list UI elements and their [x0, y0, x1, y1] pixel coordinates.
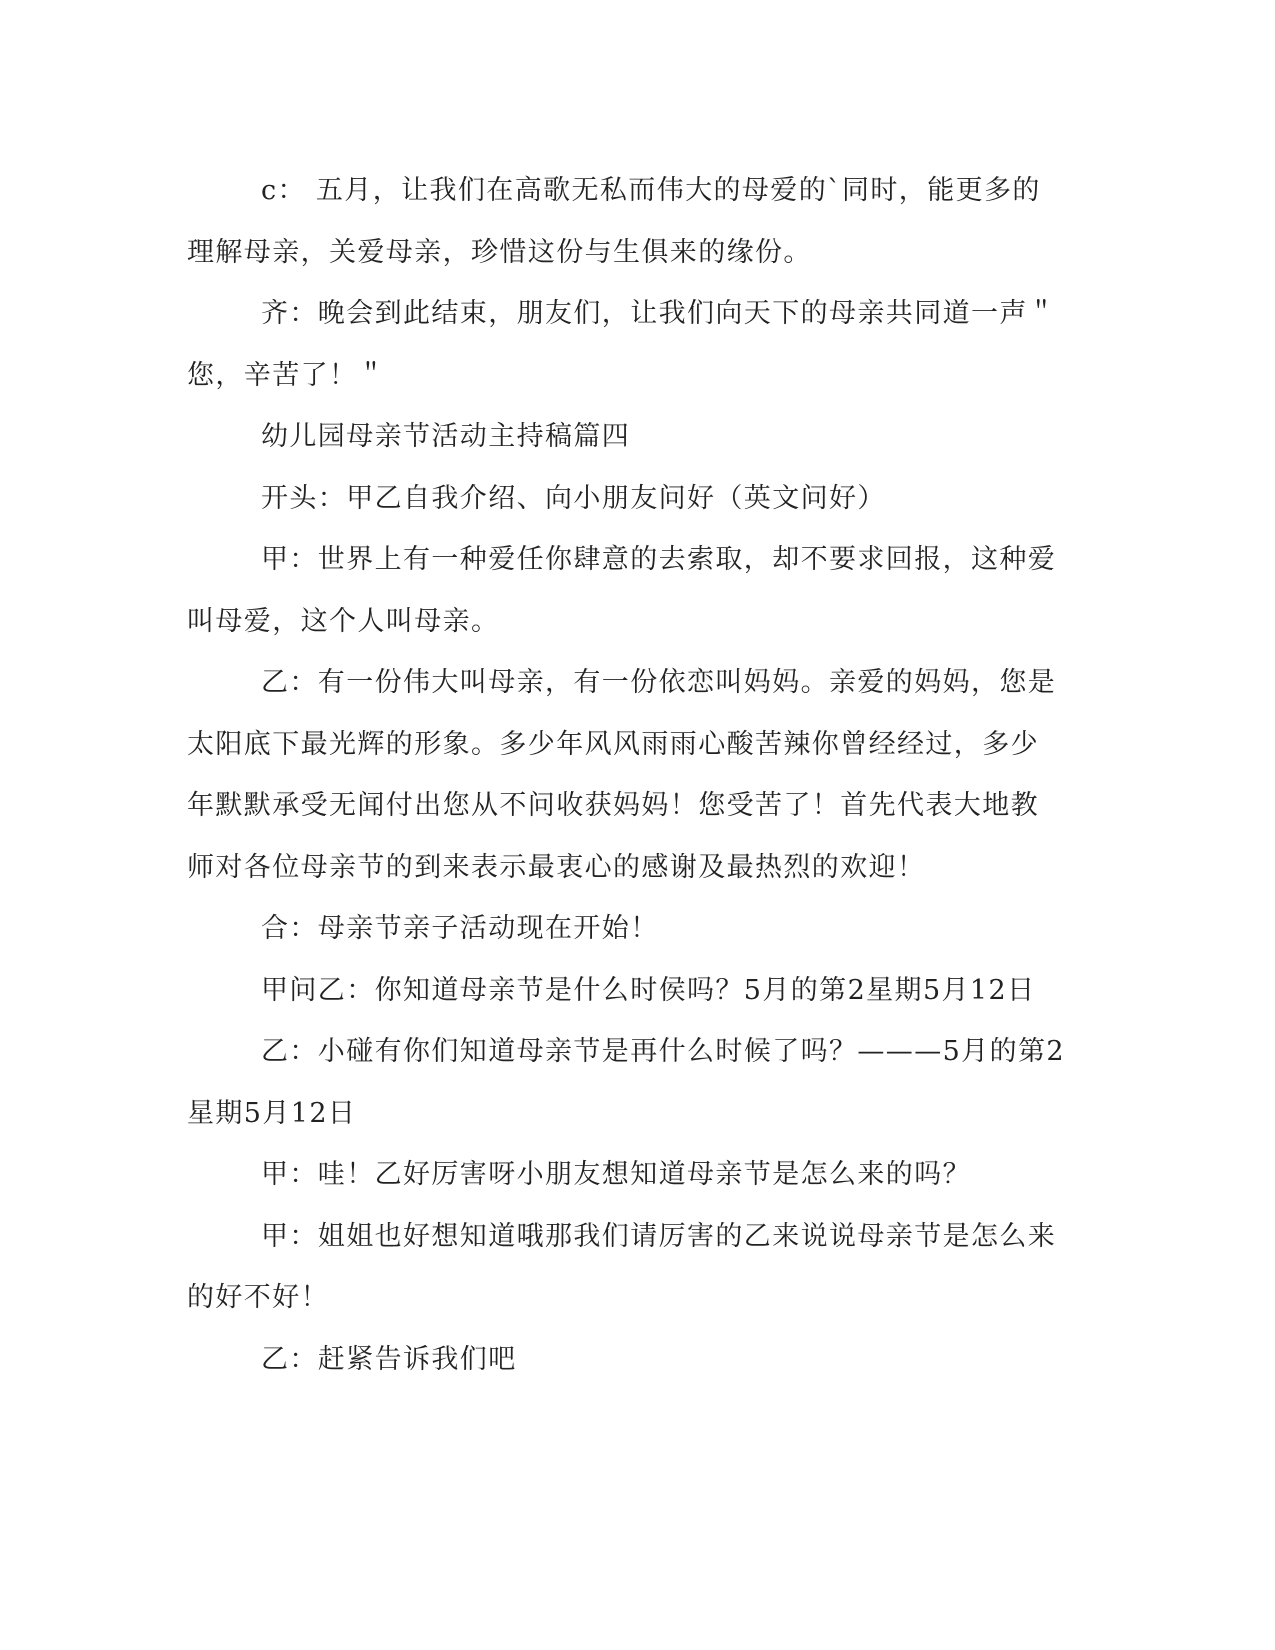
paragraph: 乙：赶紧告诉我们吧 [261, 1343, 517, 1375]
paragraph: 甲问乙：你知道母亲节是什么时侯吗？5月的第2星期5月12日 [261, 974, 1036, 1006]
document-body [187, 160, 1067, 1390]
paragraph: 甲：世界上有一种爱任你肆意的去索取，却不要求回报，这种爱叫母爱，这个人叫母亲。 [187, 544, 1057, 637]
paragraph: c： 五月，让我们在高歌无私而伟大的母爱的`同时，能更多的理解母亲，关爱母亲，珍惜这份与生俱来的缘份。 [187, 175, 1041, 268]
paragraph: 开头：甲乙自我介绍、向小朋友问好（英文问好） [261, 482, 886, 514]
paragraph: 合：母亲节亲子活动现在开始！ [261, 913, 659, 944]
paragraph: 乙：有一份伟大叫母亲，有一份依恋叫妈妈。亲爱的妈妈，您是太阳底下最光辉的形象。多少年风风雨雨心酸苦辣你曾经经过，多少年默默承受无闻付出您从不问收获妈妈！您受苦了！首先代表大地教师对各位母亲节的到来表示最衷心的感谢及最热烈的欢迎！ [187, 667, 1057, 883]
section-heading: 幼儿园母亲节活动主持稿篇四 [261, 421, 631, 452]
paragraph: 齐：晚会到此结束，朋友们，让我们向天下的母亲共同道一声＂您，辛苦了！＂ [187, 298, 1057, 391]
paragraph: 甲：姐姐也好想知道哦那我们请厉害的乙来说说母亲节是怎么来的好不好！ [187, 1220, 1057, 1313]
paragraph: 乙：小碰有你们知道母亲节是再什么时候了吗？———5月的第2星期5月12日 [187, 1036, 1065, 1129]
paragraph: 甲：哇！乙好厉害呀小朋友想知道母亲节是怎么来的吗？ [261, 1159, 971, 1190]
